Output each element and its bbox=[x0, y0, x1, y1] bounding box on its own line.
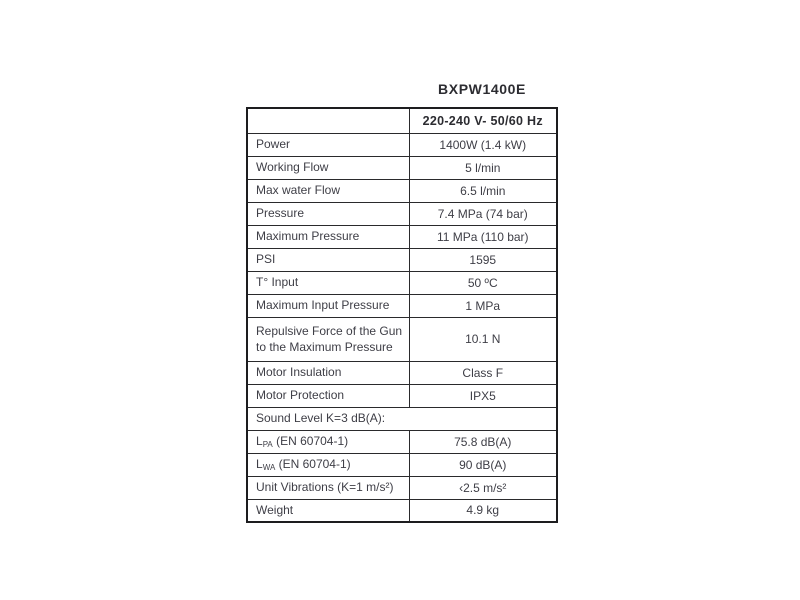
spec-value: 1 MPa bbox=[409, 294, 557, 317]
spec-value: 90 dB(A) bbox=[409, 453, 557, 476]
spec-label: Pressure bbox=[247, 202, 409, 225]
lpa-standard: (EN 60704-1) bbox=[272, 434, 349, 449]
spec-label: PSI bbox=[247, 248, 409, 271]
header-voltage-cell: 220-240 V- 50/60 Hz bbox=[409, 108, 557, 133]
spec-label: Max water Flow bbox=[247, 179, 409, 202]
table-row-power bbox=[247, 133, 557, 156]
header-empty-cell bbox=[247, 108, 409, 133]
spec-label: Working Flow bbox=[247, 156, 409, 179]
table-row-maximum-input-pressure bbox=[247, 294, 557, 317]
spec-value: Class F bbox=[409, 361, 557, 384]
product-model-title: BXPW1400E bbox=[438, 81, 526, 97]
spec-label: Motor Insulation bbox=[247, 361, 409, 384]
lpa-symbol: L bbox=[256, 434, 263, 449]
spec-value: 4.9 kg bbox=[409, 499, 557, 522]
spec-value: ‹2.5 m/s² bbox=[409, 476, 557, 499]
spec-label: Weight bbox=[247, 499, 409, 522]
table-row-unit-vibrations bbox=[247, 476, 557, 499]
spec-label: Maximum Input Pressure bbox=[247, 294, 409, 317]
table-row-lwa bbox=[247, 453, 557, 476]
table-row-lpa bbox=[247, 430, 557, 453]
spec-value: 6.5 l/min bbox=[409, 179, 557, 202]
table-row-pressure bbox=[247, 202, 557, 225]
spec-value: 1595 bbox=[409, 248, 557, 271]
table-row-t-input bbox=[247, 271, 557, 294]
table-row-motor-protection bbox=[247, 384, 557, 407]
lpa-subscript: PA bbox=[262, 440, 273, 450]
spec-value: 10.1 N bbox=[409, 317, 557, 361]
spec-label-lpa bbox=[247, 430, 409, 453]
spec-value: 50 ºC bbox=[409, 271, 557, 294]
spec-label-lwa bbox=[247, 453, 409, 476]
spec-value: 11 MPa (110 bar) bbox=[409, 225, 557, 248]
spec-value: 75.8 dB(A) bbox=[409, 430, 557, 453]
spec-value: IPX5 bbox=[409, 384, 557, 407]
lwa-symbol: L bbox=[256, 457, 263, 472]
spec-label: Power bbox=[247, 133, 409, 156]
table-row-max-water-flow bbox=[247, 179, 557, 202]
spec-label: Repulsive Force of the Gun to the Maximum Pressure bbox=[247, 317, 409, 361]
spec-label: Unit Vibrations (K=1 m/s²) bbox=[247, 476, 409, 499]
table-row-repulsive-force bbox=[247, 317, 557, 361]
table-row-working-flow bbox=[247, 156, 557, 179]
table-row-maximum-pressure bbox=[247, 225, 557, 248]
table-row-weight bbox=[247, 499, 557, 522]
table-header-row bbox=[247, 108, 557, 133]
spec-value: 1400W (1.4 kW) bbox=[409, 133, 557, 156]
spec-label-sound-level: Sound Level K=3 dB(A): bbox=[247, 407, 557, 430]
lwa-standard: (EN 60704-1) bbox=[275, 457, 351, 472]
spec-table bbox=[246, 107, 558, 523]
table-row-motor-insulation bbox=[247, 361, 557, 384]
table-row-psi bbox=[247, 248, 557, 271]
table-row-sound-level bbox=[247, 407, 557, 430]
spec-label: Maximum Pressure bbox=[247, 225, 409, 248]
spec-value: 7.4 MPa (74 bar) bbox=[409, 202, 557, 225]
spec-label: T° Input bbox=[247, 271, 409, 294]
spec-label: Motor Protection bbox=[247, 384, 409, 407]
lwa-subscript: WA bbox=[262, 463, 276, 473]
spec-value: 5 l/min bbox=[409, 156, 557, 179]
